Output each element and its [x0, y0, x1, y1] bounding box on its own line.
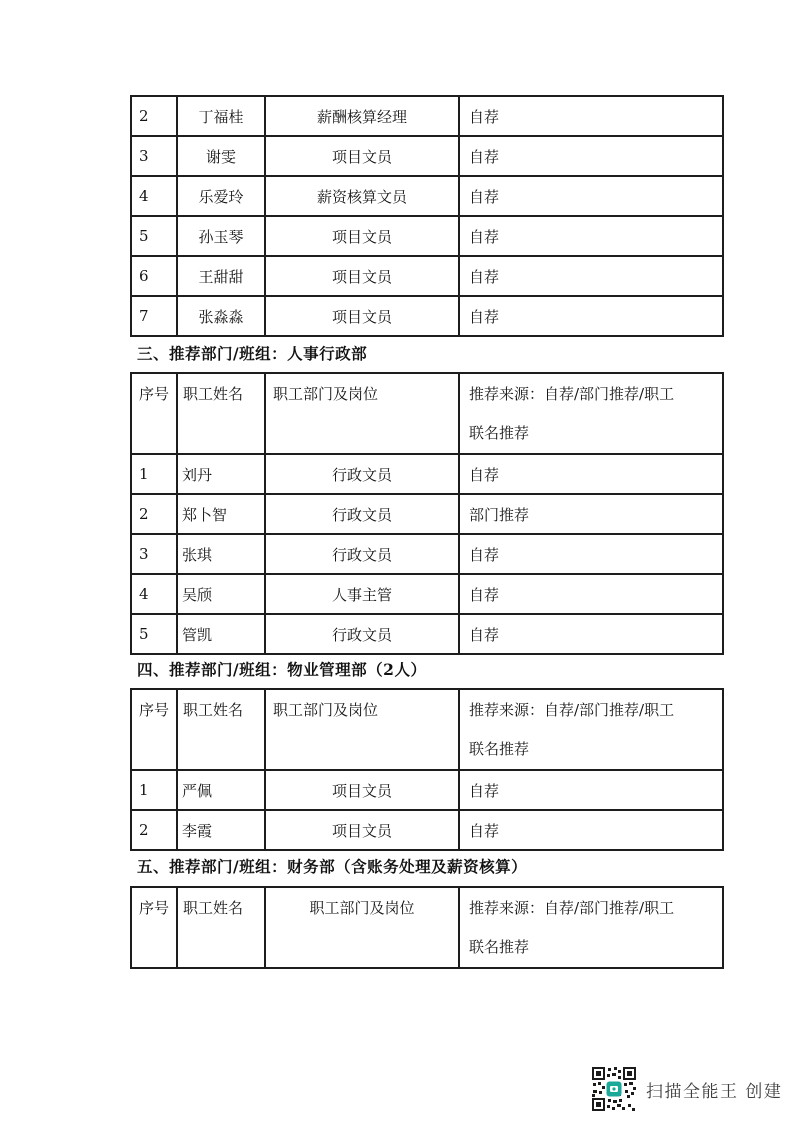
table-row [131, 296, 723, 336]
cell-name: 吴颀 [177, 574, 265, 614]
table-continued-recommendations [130, 95, 724, 337]
cell-source: 部门推荐 [459, 494, 723, 534]
cell-position: 行政文员 [265, 454, 459, 494]
column-header-position: 职工部门及岗位 [265, 689, 459, 770]
section-3-title: 三、推荐部门/班组：人事行政部 [137, 344, 368, 363]
column-header-source-line1: 推荐来源：自荐/部门推荐/职工 [469, 899, 675, 917]
table-row [131, 216, 723, 256]
cell-seq: 2 [131, 494, 177, 534]
column-header-source-line2: 联名推荐 [469, 424, 530, 442]
section-5-title: 五、推荐部门/班组：财务部（含账务处理及薪资核算） [137, 857, 528, 876]
column-header-source-line2: 联名推荐 [469, 740, 530, 758]
cell-position: 行政文员 [265, 534, 459, 574]
column-header-source [459, 887, 723, 968]
column-header-position: 职工部门及岗位 [265, 373, 459, 454]
column-header-name: 职工姓名 [177, 887, 265, 968]
table-row [131, 534, 723, 574]
cell-source: 自荐 [459, 256, 723, 296]
cell-seq: 1 [131, 770, 177, 810]
cell-seq: 3 [131, 136, 177, 176]
column-header-source [459, 373, 723, 454]
cell-seq: 2 [131, 810, 177, 850]
cell-name: 张淼淼 [177, 296, 265, 336]
cell-seq: 5 [131, 614, 177, 654]
cell-name: 李霞 [177, 810, 265, 850]
cell-position: 行政文员 [265, 614, 459, 654]
cell-name: 张琪 [177, 534, 265, 574]
cell-seq: 4 [131, 574, 177, 614]
scanner-label: 扫描全能王 创建 [646, 1081, 783, 1102]
cell-source: 自荐 [459, 296, 723, 336]
cell-position: 行政文员 [265, 494, 459, 534]
cell-name: 丁福桂 [177, 96, 265, 136]
column-header-name: 职工姓名 [177, 689, 265, 770]
cell-source: 自荐 [459, 534, 723, 574]
table-row [131, 136, 723, 176]
cell-source: 自荐 [459, 614, 723, 654]
cell-source: 自荐 [459, 136, 723, 176]
cell-name: 王甜甜 [177, 256, 265, 296]
table-row [131, 454, 723, 494]
table-hr-admin-department [130, 372, 724, 655]
cell-source: 自荐 [459, 176, 723, 216]
table-row [131, 614, 723, 654]
cell-source: 自荐 [459, 574, 723, 614]
cell-name: 孙玉琴 [177, 216, 265, 256]
cell-position: 项目文员 [265, 136, 459, 176]
column-header-source-line1: 推荐来源：自荐/部门推荐/职工 [469, 385, 675, 403]
table-finance-department [130, 886, 724, 969]
section-4-title: 四、推荐部门/班组：物业管理部（2人） [137, 660, 427, 679]
column-header-source-line1: 推荐来源：自荐/部门推荐/职工 [469, 701, 675, 719]
table-row [131, 494, 723, 534]
cell-name: 郑卜智 [177, 494, 265, 534]
table-row [131, 256, 723, 296]
cell-position: 项目文员 [265, 216, 459, 256]
cell-source: 自荐 [459, 454, 723, 494]
cell-source: 自荐 [459, 216, 723, 256]
cell-name: 管凯 [177, 614, 265, 654]
table-row [131, 810, 723, 850]
column-header-seq: 序号 [131, 689, 177, 770]
cell-source: 自荐 [459, 96, 723, 136]
cell-position: 项目文员 [265, 770, 459, 810]
cell-source: 自荐 [459, 770, 723, 810]
cell-name: 严佩 [177, 770, 265, 810]
cell-seq: 2 [131, 96, 177, 136]
cell-source: 自荐 [459, 810, 723, 850]
cell-position: 人事主管 [265, 574, 459, 614]
cell-seq: 6 [131, 256, 177, 296]
cell-position: 项目文员 [265, 256, 459, 296]
table-header-row [131, 689, 723, 770]
column-header-position: 职工部门及岗位 [265, 887, 459, 968]
cell-position: 薪资核算文员 [265, 176, 459, 216]
cell-seq: 3 [131, 534, 177, 574]
table-header-row [131, 373, 723, 454]
qr-code-icon [591, 1066, 637, 1112]
cell-seq: 4 [131, 176, 177, 216]
cell-seq: 7 [131, 296, 177, 336]
cell-position: 项目文员 [265, 296, 459, 336]
table-row [131, 176, 723, 216]
cell-seq: 5 [131, 216, 177, 256]
column-header-seq: 序号 [131, 887, 177, 968]
cell-name: 谢雯 [177, 136, 265, 176]
cell-name: 乐爱玲 [177, 176, 265, 216]
scanner-watermark [591, 1066, 782, 1112]
cell-name: 刘丹 [177, 454, 265, 494]
column-header-source [459, 689, 723, 770]
column-header-source-line2: 联名推荐 [469, 938, 530, 956]
cell-position: 薪酬核算经理 [265, 96, 459, 136]
table-row [131, 574, 723, 614]
column-header-name: 职工姓名 [177, 373, 265, 454]
column-header-seq: 序号 [131, 373, 177, 454]
table-row [131, 770, 723, 810]
table-header-row [131, 887, 723, 968]
table-row [131, 96, 723, 136]
table-property-management-department [130, 688, 724, 851]
cell-seq: 1 [131, 454, 177, 494]
cell-position: 项目文员 [265, 810, 459, 850]
